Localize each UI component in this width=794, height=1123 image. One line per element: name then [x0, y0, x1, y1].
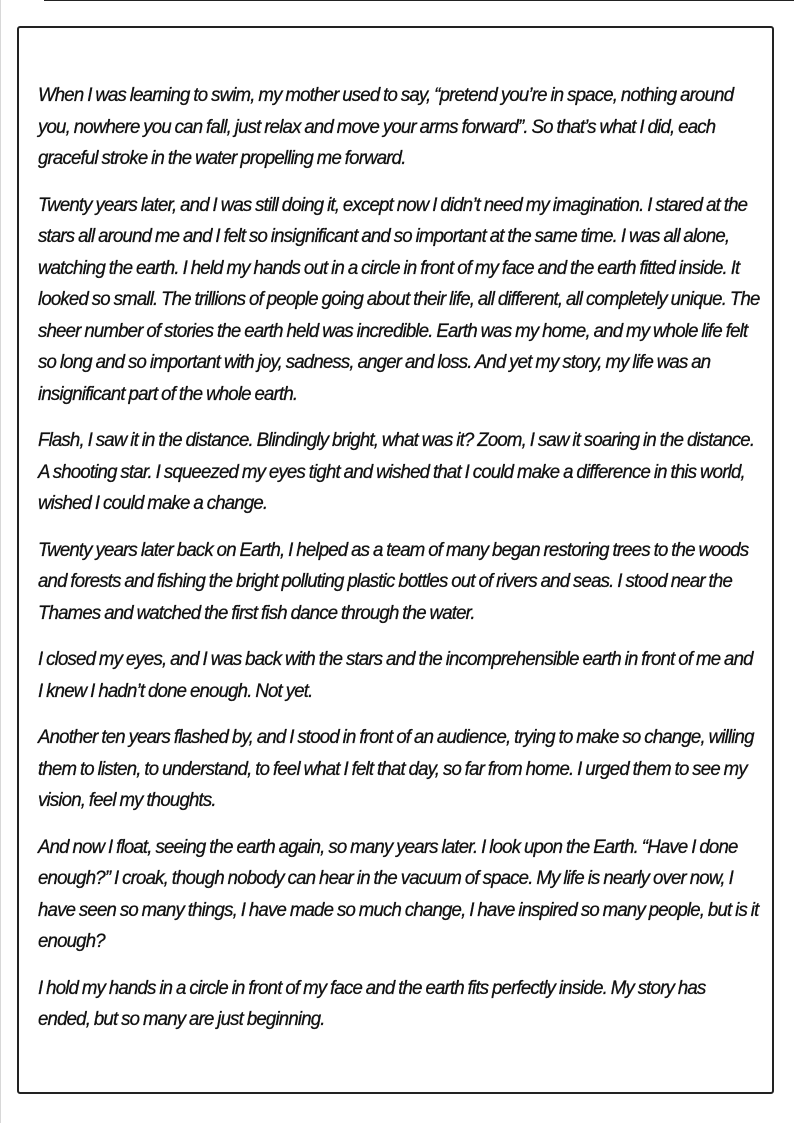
story-paragraph-7: And now I float, seeing the earth again, so many years later. I look upon the Earth. “Have I done enough?” I croak, though nobody can hear in the vacuum of space. My life is nearly over now, I have seen so many things, I have made so much change, I have inspired so many people, but is it enough?	[38, 835, 759, 952]
page-edge-left	[0, 0, 1, 1123]
story-paragraph-4: Twenty years later back on Earth, I helped as a team of many began restoring trees to the woods and forests and fishing the bright polluting plastic bottles out of rivers and seas. I stood near the Thames and watched the first fish dance through the water.	[38, 538, 749, 624]
story-paragraph-5: I closed my eyes, and I was back with the stars and the incomprehensible earth in front of me and I knew I hadn’t done enough. Not yet.	[38, 648, 753, 702]
story-paragraph-6: Another ten years flashed by, and I stood in front of an audience, trying to make so change, willing them to listen, to understand, to feel what I felt that day, so far from home. I urged them to see my vision, feel my thoughts.	[38, 726, 754, 811]
story-paragraph-8: I hold my hands in a circle in front of my face and the earth fits perfectly inside. My story has ended, but so many are just beginning.	[38, 976, 706, 1030]
story-body	[38, 80, 760, 1051]
story-paragraph-2: Twenty years later, and I was still doing it, except now I didn’t need my imagination. I stared at the stars all around me and I felt so insignificant and so important at the same time. I was all alone, watching the earth. I held my hands out in a circle in front of my face and the earth fitted inside. It looked so small. The trillions of people going about their life, all different, all completely unique. The sheer number of stories the earth held was incredible. Earth was my home, and my whole life felt so long and so important with joy, sadness, anger and loss. And yet my story, my life was an insignificant part of the whole earth.	[38, 193, 760, 405]
story-paragraph-3: Flash, I saw it in the distance. Blindingly bright, what was it? Zoom, I saw it soaring in the distance. A shooting star. I squeezed my eyes tight and wished that I could make a difference in this world, wished I could make a change.	[38, 429, 755, 514]
page-edge-top	[44, 0, 794, 1]
story-paragraph-1: When I was learning to swim, my mother used to say, “pretend you’re in space, nothing around you, nowhere you can fall, just relax and move your arms forward”. So that’s what I did, each graceful stroke in the water propelling me forward.	[38, 84, 734, 169]
